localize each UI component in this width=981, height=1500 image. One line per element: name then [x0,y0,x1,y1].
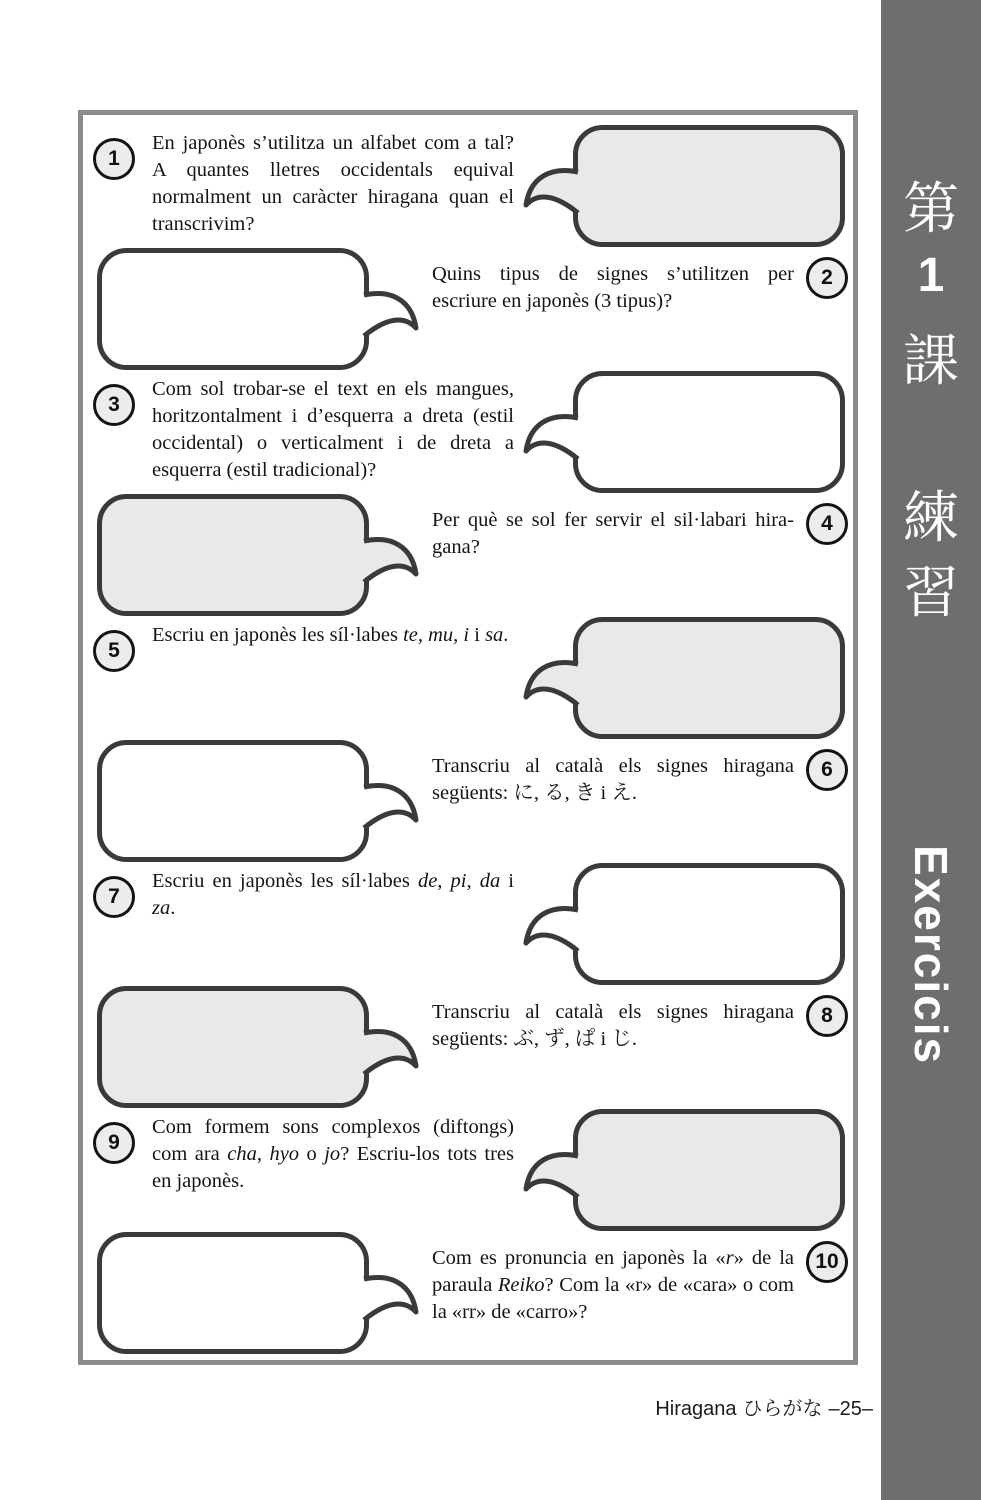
sidebar-section-label: Exercicis [905,845,957,1066]
question-text: Escriu en japonès les síl·labes te, mu, i i sa. [152,624,509,646]
bubble-tail-icon [526,908,578,951]
speech-bubble [523,371,845,493]
speech-bubble [523,125,845,247]
sidebar-practice-kanji: 練 [903,486,959,551]
question-row [83,247,853,370]
question-number: 4 [821,512,833,535]
question-text: Quins tipus de signes s’utilitzen per escriure en japonès (3 tipus)? [432,263,794,312]
question-text: Com formem sons complexos (diftongs) com ara cha, hyo o jo? Escriu-los tots tres en japonès. [152,1116,515,1192]
question-number-badge [806,995,848,1037]
bubble-tail-icon [526,416,578,459]
question-text: Per què se sol fer servir el sil·labari hiragana? [432,509,794,558]
question-text: Com sol trobar-se el text en els mangues, horitzontalment i d’esquerra a dreta (estil occidental) o verticalment i de dreta a esquerra (estil tradicional)? [152,378,514,481]
question-row [83,739,853,862]
bubble-body [576,128,843,245]
question-row [83,124,853,247]
page-footer [655,1392,873,1421]
question-number: 1 [108,147,120,170]
bubble-tail-icon [364,539,416,582]
question-row [83,616,853,739]
question-row [83,1231,853,1354]
bubble-tail-icon [526,170,578,213]
question-number-badge [93,630,135,672]
speech-bubble [97,986,419,1108]
bubble-tail-icon [526,1154,578,1197]
question-row [83,862,853,985]
question-number-badge [806,749,848,791]
question-number-badge [93,384,135,426]
speech-bubble [523,617,845,739]
question-row [83,1108,853,1231]
question-number-badge [806,1241,848,1283]
question-number: 2 [821,266,833,289]
sidebar [881,0,981,1500]
speech-bubble [97,248,419,370]
bubble-body [100,1235,367,1352]
question-number-badge [93,1122,135,1164]
bubble-tail-icon [364,1277,416,1320]
question-number: 6 [821,758,833,781]
question-number: 7 [108,885,120,908]
footer-chapter-title: Hiragana [655,1398,737,1420]
question-text: Com es pronuncia en japonès la «r» de la paraula Reiko? Com la «r» de «cara» o com la «rr» de «carro»? [432,1247,794,1323]
speech-bubble [97,494,419,616]
bubble-tail-icon [364,1031,416,1074]
sidebar-practice-kanji: 習 [903,561,959,626]
footer-page-number: –25– [828,1398,873,1420]
exercises-frame [78,110,858,1365]
sidebar-lesson-kanji: 第 [903,177,959,242]
sidebar-lesson-kanji: 課 [903,329,959,394]
question-row [83,370,853,493]
footer-chapter-kana: ひらがな [742,1396,823,1420]
question-text: Transcriu al català els signes hiragana següents: ぶ, ず, ぱ i じ. [432,1001,794,1050]
question-text: En japonès s’utilitza un alfabet com a tal? A quantes lletres occidentals equival normalment un caràcter hiragana quan el transcrivim? [152,132,514,235]
bubble-body [576,374,843,491]
sidebar-lesson-number: 1 [917,249,945,302]
speech-bubble [97,740,419,862]
bubble-body [100,497,367,614]
speech-bubble [97,1232,419,1354]
question-number-badge [93,876,135,918]
question-row [83,493,853,616]
question-number: 9 [108,1131,120,1154]
bubble-tail-icon [364,293,416,336]
question-number: 5 [108,639,120,662]
question-number-badge [806,503,848,545]
speech-bubble [523,1109,845,1231]
question-number: 3 [108,393,120,416]
bubble-body [576,1112,843,1229]
question-number: 8 [821,1004,833,1027]
bubble-body [100,251,367,368]
bubble-body [576,620,843,737]
bubble-body [100,989,367,1106]
bubble-tail-icon [364,785,416,828]
speech-bubble [523,863,845,985]
question-number-badge [806,257,848,299]
question-number: 10 [815,1250,839,1273]
bubble-body [100,743,367,860]
question-number-badge [93,138,135,180]
question-text: Escriu en japonès les síl·labes de, pi, da i za. [152,870,515,919]
question-row [83,985,853,1108]
bubble-body [576,866,843,983]
bubble-tail-icon [526,662,578,705]
question-text: Transcriu al català els signes hiragana següents: に, る, き i え. [432,755,794,804]
